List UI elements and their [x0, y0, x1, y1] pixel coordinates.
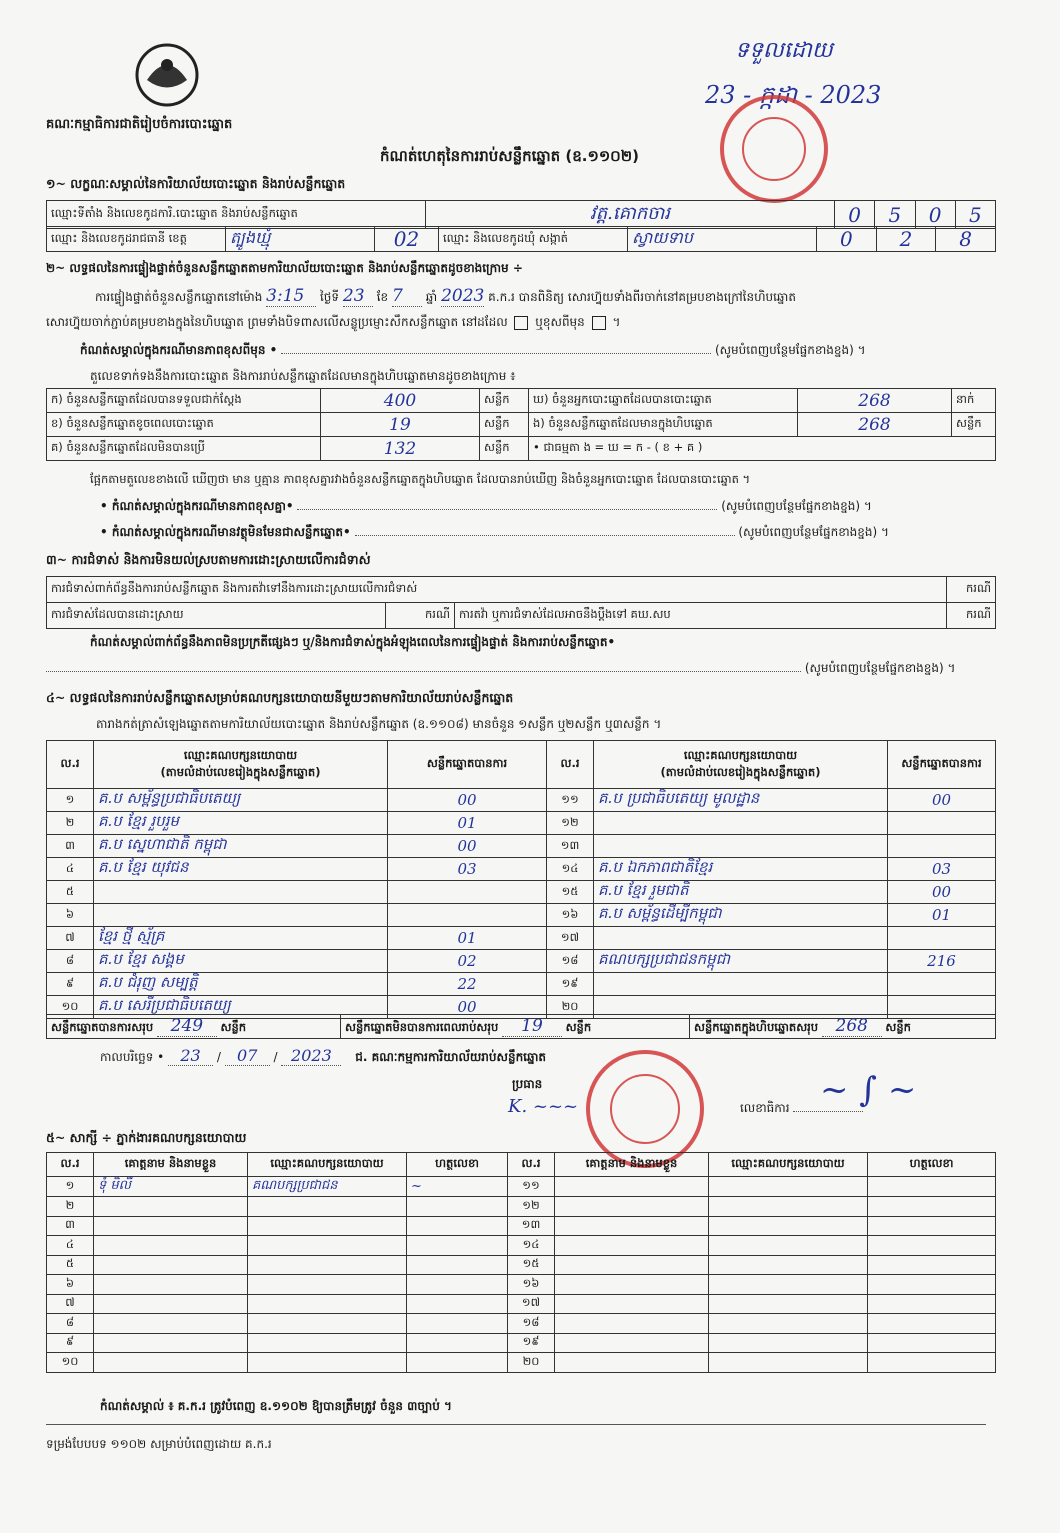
witness-no-right: ១៧ [508, 1294, 555, 1314]
result-no-left: ១ [47, 789, 94, 812]
row1-code-0: 0 [835, 201, 875, 229]
table-row [47, 1197, 996, 1217]
result-no-left: ២ [47, 812, 94, 835]
table-row [47, 904, 996, 927]
note-suffix: (សូមបំពេញបន្ថែមផ្នែកខាងខ្នង) ។ [714, 343, 866, 357]
witness-sign-left [407, 1333, 508, 1353]
w-col-party-right: ឈ្មោះគណបក្សនយោបាយ [709, 1153, 868, 1177]
witness-name-right[interactable] [555, 1294, 709, 1314]
witness-no-right: ១៨ [508, 1314, 555, 1334]
line1-prefix: ការផ្ទៀងផ្ទាត់ចំនួនសន្លឹកឆ្នោតនៅម៉ោង [95, 290, 263, 304]
fig-e-label: ង) ចំនួនសន្លឹកឆ្នោតដែលមានក្នុងហិបឆ្នោត [529, 413, 798, 437]
witness-party-left [248, 1294, 407, 1314]
date-month: 07 [225, 1046, 270, 1066]
fig-e-value: 268 [798, 413, 952, 437]
witness-party-right[interactable] [709, 1216, 868, 1236]
day-label: ថ្ងៃទី [320, 290, 340, 304]
row2-commune-code-0: 0 [817, 227, 877, 252]
witness-party-right[interactable] [709, 1255, 868, 1275]
witness-sign-right[interactable] [868, 1255, 996, 1275]
witness-party-right[interactable] [709, 1177, 868, 1197]
witness-name-left [94, 1333, 248, 1353]
result-party-right [594, 927, 888, 950]
result-no-left: ៩ [47, 973, 94, 996]
row1-code-1: 5 [875, 201, 915, 229]
chair-label: ប្រធាន [512, 1077, 543, 1091]
section3-table [46, 576, 996, 629]
total-valid-cell [47, 1015, 341, 1039]
s3-row2a-unit: ករណី [386, 603, 455, 629]
s3-row2b-unit: ករណី [947, 603, 996, 629]
result-votes-left: 00 [388, 835, 547, 858]
result-party-left [94, 904, 388, 927]
row2-label: ឈ្មោះ និងលេខកូដរាជធានី ខេត្ត [47, 227, 226, 252]
witness-no-right: ១១ [508, 1177, 555, 1197]
witness-no-left: ៣ [47, 1216, 94, 1236]
line2-or: ឬខុសពីមុន [535, 315, 585, 329]
witness-sign-left [407, 1236, 508, 1256]
w-col-no-left: ល.រ [47, 1153, 94, 1177]
total-invalid-label: សន្លឹកឆ្នោតមិនបានការពេលរាប់សរុប [345, 1020, 499, 1034]
witness-party-right[interactable] [709, 1275, 868, 1295]
note-label: កំណត់សម្គាល់ក្នុងករណីមានភាពខុសពីមុន • [80, 343, 278, 357]
table-row [47, 881, 996, 904]
table-row [47, 1216, 996, 1236]
witness-sign-left: ~ [407, 1177, 508, 1197]
result-votes-right [888, 835, 996, 858]
witness-party-right[interactable] [709, 1314, 868, 1334]
witness-name-left [94, 1353, 248, 1373]
section2-intro: តួលេខទាក់ទងនឹងការបោះឆ្នោត និងការរាប់សន្លឹកឆ្នោតដែលមានក្នុងហិបឆ្នោតមានដូចខាងក្រោម ៖ [90, 369, 516, 383]
total-invalid-unit: សន្លឹក [565, 1020, 592, 1034]
month-value: 7 [392, 286, 422, 307]
results-table [46, 740, 996, 1019]
table-row [47, 858, 996, 881]
witness-name-left [94, 1314, 248, 1334]
result-no-right: ១៨ [547, 950, 594, 973]
fig-d-value: 268 [798, 389, 952, 413]
col-party-right-title: ឈ្មោះគណបក្សនយោបាយ [683, 747, 798, 762]
row2-province: ត្បូងឃ្មុំ [226, 227, 375, 252]
formula: • ជាធម្មតា ង = ឃ = ក - ( ខ + គ ) [529, 437, 996, 461]
fig-e-unit: សន្លឹក [952, 413, 996, 437]
witness-no-left: ៤ [47, 1236, 94, 1256]
witness-sign-right[interactable] [868, 1353, 996, 1373]
handwritten-received: ទទួលដោយ [735, 38, 833, 63]
result-no-left: ៨ [47, 950, 94, 973]
witness-name-right[interactable] [555, 1314, 709, 1334]
result-no-left: ១០ [47, 996, 94, 1019]
fig-b-value: 19 [321, 413, 480, 437]
witness-party-left [248, 1197, 407, 1217]
witness-name-right[interactable] [555, 1333, 709, 1353]
secretary-dots[interactable] [793, 1111, 863, 1112]
witness-sign-left [407, 1294, 508, 1314]
result-party-right: គ.ប ប្រជាធិបតេយ្យ មូលដ្ឋាន [594, 789, 888, 812]
result-votes-left: 01 [388, 812, 547, 835]
result-no-right: ១៣ [547, 835, 594, 858]
secretary-signature-icon: ~ ∫ ~ [820, 1070, 917, 1110]
fig-d-unit: នាក់ [952, 389, 996, 413]
total-invalid: 19 [502, 1016, 562, 1037]
date-year: 2023 [281, 1046, 341, 1066]
row1-code-2: 0 [915, 201, 955, 229]
bullet1-suffix: (សូមបំពេញបន្ថែមផ្នែកខាងខ្នង) ។ [721, 499, 872, 513]
result-votes-left: 02 [388, 950, 547, 973]
result-votes-right [888, 812, 996, 835]
result-party-left: គ.ប ខ្មែរ​ សង្គម [94, 950, 388, 973]
witness-sign-left [407, 1275, 508, 1295]
witness-party-left [248, 1275, 407, 1295]
col-no-left: ល.រ [47, 741, 94, 789]
s3-row1: ការជំទាស់ពាក់ព័ន្ធនឹងការរាប់សន្លឹកឆ្នោត និងការតវ៉ាទៅនឹងការដោះស្រាយលើការជំទាស់ [47, 577, 947, 603]
result-votes-right: 03 [888, 858, 996, 881]
result-party-left: គ.ប ខ្មែរ យុវជន [94, 858, 388, 881]
section1-table [46, 200, 996, 229]
result-party-left [94, 881, 388, 904]
bullet1-line [100, 498, 872, 516]
section3-heading: ៣~ ការជំទាស់ និងការមិនយល់ស្របតាមការដោះស្រាយលើការជំទាស់ [46, 552, 371, 567]
s3-row2b: ការតវ៉ា ឬការជំទាស់ដែលអាចនឹងប្តឹងទៅ គឃ.សប [455, 603, 947, 629]
w-col-no-right: ល.រ [508, 1153, 555, 1177]
witness-name-right[interactable] [555, 1177, 709, 1197]
witness-no-left: ២ [47, 1197, 94, 1217]
row1-value: វត្ត.គោកចារ [426, 201, 835, 229]
result-no-left: ៣ [47, 835, 94, 858]
w-col-sign-left: ហត្ថលេខា [407, 1153, 508, 1177]
footnote: កំណត់សម្គាល់ ៖ គ.ក.រ ត្រូវបំពេញ ឧ.១១០២ ឱ្យបានត្រឹមត្រូវ ចំនួន ៣ច្បាប់ ។ [100, 1399, 452, 1413]
witness-party-right[interactable] [709, 1236, 868, 1256]
witness-name-left [94, 1255, 248, 1275]
witness-name-left [94, 1216, 248, 1236]
witness-sign-left [407, 1353, 508, 1373]
table-row [47, 1314, 996, 1334]
table-row [47, 1353, 996, 1373]
form-footer: ទម្រង់បែបបទ ១១០២ សម្រាប់បំពេញដោយ គ.ក.រ [46, 1437, 272, 1451]
result-party-right [594, 973, 888, 996]
witness-no-right: ១២ [508, 1197, 555, 1217]
result-party-left: គ.ប ខ្មែរ​ រួបរួម [94, 812, 388, 835]
witness-no-left: ៧ [47, 1294, 94, 1314]
witness-sign-right[interactable] [868, 1275, 996, 1295]
day-value: 23 [343, 286, 373, 307]
witness-no-right: ១៩ [508, 1333, 555, 1353]
date-line: កាលបរិច្ឆេទ • 23 / 07 / 2023 ជ. គណៈកម្មការការិយាល័យរាប់សន្លឹកឆ្នោត [100, 1046, 547, 1065]
section5-heading: ៥~ សាក្សី ÷ ភ្នាក់ងារគណបក្សនយោបាយ [46, 1130, 247, 1145]
result-votes-left: 00 [388, 996, 547, 1019]
fig-b-unit: សន្លឹក [480, 413, 529, 437]
total-box: 268 [822, 1016, 882, 1037]
witness-name-right[interactable] [555, 1197, 709, 1217]
section1-table-row2 [46, 226, 996, 252]
fig-a-value: 400 [321, 389, 480, 413]
witness-name-right[interactable] [555, 1353, 709, 1373]
col-party-left [94, 741, 388, 789]
w-col-name-left: គោត្តនាម និងនាមខ្លួន [94, 1153, 248, 1177]
table-row [47, 812, 996, 835]
total-invalid-cell [341, 1015, 690, 1039]
s3-note-line [46, 660, 955, 678]
result-no-right: ១២ [547, 812, 594, 835]
result-no-right: ១១ [547, 789, 594, 812]
total-valid-label: សន្លឹកឆ្នោតបានការសរុប [51, 1020, 154, 1034]
fig-a-unit: សន្លឹក [480, 389, 529, 413]
w-col-party-left: ឈ្មោះគណបក្សនយោបាយ [248, 1153, 407, 1177]
table-row [47, 1294, 996, 1314]
witness-sign-right[interactable] [868, 1197, 996, 1217]
total-valid-unit: សន្លឹក [220, 1020, 247, 1034]
total-box-cell [690, 1015, 996, 1039]
year-label: ឆ្នាំ [425, 290, 438, 304]
col-votes-right: សន្លឹកឆ្នោតបានការ [888, 741, 996, 789]
result-no-right: ២០ [547, 996, 594, 1019]
table-row [47, 1177, 996, 1197]
witness-name-left [94, 1236, 248, 1256]
result-votes-right: 00 [888, 881, 996, 904]
witness-name-left [94, 1294, 248, 1314]
section2-note [80, 342, 1000, 360]
table-row [47, 1275, 996, 1295]
section2-line1 [95, 286, 796, 307]
note-dots[interactable] [281, 353, 711, 354]
result-party-right [594, 835, 888, 858]
bullet2-suffix: (សូមបំពេញបន្ថែមផ្នែកខាងខ្នង) ។ [738, 525, 889, 539]
witness-party-left [248, 1216, 407, 1236]
witness-sign-right[interactable] [868, 1236, 996, 1256]
w-col-sign-right: ហត្ថលេខា [868, 1153, 996, 1177]
witness-party-left [248, 1236, 407, 1256]
witness-no-left: ៦ [47, 1275, 94, 1295]
witness-no-right: ១៥ [508, 1255, 555, 1275]
same-checkbox[interactable] [514, 316, 528, 330]
witness-sign-right[interactable] [868, 1216, 996, 1236]
witness-party-left: គណបក្សប្រជាជន [248, 1177, 407, 1197]
fig-a-label: ក) ចំនួនសន្លឹកឆ្នោតដែលបានទទួលជាក់ស្តែង [47, 389, 321, 413]
emblem-logo-icon [132, 40, 202, 110]
result-party-right: គ.ប ឯកភាពជាតិខ្មែរ [594, 858, 888, 881]
table-row [47, 973, 996, 996]
bullet1-dots[interactable] [297, 509, 717, 510]
table-row [47, 789, 996, 812]
witness-no-right: ២០ [508, 1353, 555, 1373]
section2-heading: ២~ លទ្ធផលនៃការផ្ទៀងផ្ទាត់ចំនួនសន្លឹកឆ្នោតតាមការិយាល័យបោះឆ្នោត និងរាប់សន្លឹកឆ្នោតដូចខាងក្រោម ÷ [46, 261, 523, 275]
witness-no-left: ១០ [47, 1353, 94, 1373]
witness-name-left [94, 1197, 248, 1217]
result-no-right: ១៩ [547, 973, 594, 996]
result-no-right: ១៤ [547, 858, 594, 881]
col-party-right [594, 741, 888, 789]
fig-c-unit: សន្លឹក [480, 437, 529, 461]
witness-no-left: ៩ [47, 1333, 94, 1353]
result-party-left: គ.ប ជំរុញ សម្បត្តិ [94, 973, 388, 996]
row1-label: ឈ្មោះទីតាំង និងលេខកូដការិ.បោះឆ្នោត និងរាប់សន្លឹកឆ្នោត [47, 201, 426, 229]
row1-code-3: 5 [955, 201, 995, 229]
section4-intro: តារាងកត់ត្រាសំឡេងឆ្នោតតាមការិយាល័យបោះឆ្នោត និងរាប់សន្លឹកឆ្នោត (ឧ.១១០៨) មានចំនួន ១សន្លឹក ឬ២សន្លឹក ឬ៣សន្លឹក ។ [96, 717, 662, 731]
witness-sign-right[interactable] [868, 1294, 996, 1314]
witness-name-left [94, 1275, 248, 1295]
witness-sign-left [407, 1216, 508, 1236]
witness-sign-right[interactable] [868, 1177, 996, 1197]
result-votes-right: 00 [888, 789, 996, 812]
result-party-right [594, 812, 888, 835]
section1-heading: ១~ លក្ខណៈសម្គាល់នៃការិយាល័យបោះឆ្នោត និងរាប់សន្លឹកឆ្នោត [46, 176, 346, 191]
figures-table [46, 388, 996, 461]
table-row [47, 1333, 996, 1353]
s3-note-dots[interactable] [46, 671, 801, 672]
year-value: 2023 [441, 286, 485, 306]
witness-no-right: ១៣ [508, 1216, 555, 1236]
witness-sign-left [407, 1314, 508, 1334]
result-party-left: គ.ប សម្ព័ន្ធប្រជាធិបតេយ្យ [94, 789, 388, 812]
witness-sign-right[interactable] [868, 1314, 996, 1334]
col-no-right: ល.រ [547, 741, 594, 789]
row2-commune-code-1: 2 [876, 227, 936, 252]
bullet1: • កំណត់សម្គាល់ក្នុងករណីមានភាពខុសគ្នា• [100, 499, 294, 513]
bullet2: • កំណត់សម្គាល់ក្នុងករណីមានវត្ថុមិនមែនជាសន្លឹកឆ្នោត• [100, 525, 351, 539]
result-party-right: គណបក្សប្រជាជនកម្ពុជា [594, 950, 888, 973]
result-votes-left: 03 [388, 858, 547, 881]
witness-sign-left [407, 1197, 508, 1217]
result-no-left: ៧ [47, 927, 94, 950]
witness-sign-right[interactable] [868, 1333, 996, 1353]
witness-name-left: ទុំ មិលី [94, 1177, 248, 1197]
result-votes-left: 01 [388, 927, 547, 950]
s3-note: កំណត់សម្គាល់ពាក់ព័ន្ធនឹងភាពមិនប្រក្រតីផ្សេងៗ ឬ/និងការជំទាស់ក្នុងអំឡុងពេលនៃការផ្ទៀងផ្ទាត់ និងការរាប់សន្លឹកឆ្នោត• [90, 635, 616, 649]
witness-no-left: ១ [47, 1177, 94, 1197]
table-row [47, 835, 996, 858]
table-row [47, 950, 996, 973]
line1-suffix: គ.ក.រ បានពិនិត្យ សោរ​ហ្វ៊ុយទាំងពីរចាក់នៅគម្របខាងក្រៅនៃហិបឆ្នោត [488, 290, 796, 304]
row2-commune-label: ឈ្មោះ និងលេខកូដឃុំ សង្កាត់ [439, 227, 628, 252]
witness-no-left: ៥ [47, 1255, 94, 1275]
total-box-unit: សន្លឹក [885, 1020, 911, 1034]
footer-rule [46, 1424, 986, 1425]
result-no-right: ១៥ [547, 881, 594, 904]
row2-province-code: 02 [375, 227, 439, 252]
w-col-name-right: គោត្តនាម និងនាមខ្លួន [555, 1153, 709, 1177]
handwritten-date: 23 - ក្កដា - 2023 [705, 81, 882, 109]
witness-no-right: ១៦ [508, 1275, 555, 1295]
result-no-left: ៥ [47, 881, 94, 904]
s3-row1-unit: ករណី [947, 577, 996, 603]
col-party-right-sub: (តាមលំដាប់លេខរៀងក្នុងសន្លឹកឆ្នោត) [660, 764, 821, 779]
total-box-label: សន្លឹកឆ្នោតក្នុងហិបឆ្នោតសរុប [694, 1020, 819, 1034]
official-stamp-bottom [586, 1050, 704, 1168]
result-votes-left [388, 904, 547, 927]
compare-line: ផ្អែកតាមតួលេខខាងលើ ឃើញថា មាន ឬគ្មាន ភាពខុសគ្នារវាងចំនួនសន្លឹកឆ្នោតក្នុងហិបឆ្នោត ដែលបានរាប់ឃើញ និងចំនួនអ្នកបោះឆ្នោត ដែលបានបោះឆ្នោត ។ [90, 472, 751, 486]
result-party-left: ខ្មែរ​ ថ្មី ស្ម័គ្រ [94, 927, 388, 950]
result-party-left: គ.ប ស្នេហាជាតិ កម្ពុជា [94, 835, 388, 858]
result-votes-right: 01 [888, 904, 996, 927]
org-name: គណៈកម្មាធិការជាតិរៀបចំការបោះឆ្នោត [46, 117, 233, 132]
section2-line2: សោរហ្វ៊ុយចាក់ភ្ជាប់គម្របខាងក្នុងនៃហិបឆ្នោត ព្រមទាំងបិទពាសលើសន្លូប្រម្ញោះសឹកសន្លឹកឆ្នោត នៅដដែល ឬខុសពីមុន ។ [46, 315, 621, 329]
witness-name-right[interactable] [555, 1255, 709, 1275]
witness-party-right[interactable] [709, 1197, 868, 1217]
witness-party-left [248, 1353, 407, 1373]
s3-fill-back: (សូមបំពេញបន្ថែមផ្នែកខាងខ្នង) ។ [804, 661, 956, 675]
witness-no-right: ១៤ [508, 1236, 555, 1256]
time-value: 3:15 [266, 286, 316, 307]
witness-name-right[interactable] [555, 1275, 709, 1295]
witness-sign-left [407, 1255, 508, 1275]
result-party-right: គ.ប សម្ព័ន្ធដើម្បីកម្ពុជា [594, 904, 888, 927]
bullet2-line [100, 524, 889, 542]
bullet2-dots[interactable] [355, 535, 735, 536]
fig-d-label: ឃ) ចំនួនអ្នកបោះឆ្នោតដែលបានបោះឆ្នោត [529, 389, 798, 413]
witness-name-right[interactable] [555, 1216, 709, 1236]
result-no-left: ៦ [47, 904, 94, 927]
result-votes-right: 216 [888, 950, 996, 973]
witness-party-right[interactable] [709, 1333, 868, 1353]
witness-no-left: ៨ [47, 1314, 94, 1334]
date-day: 23 [168, 1046, 213, 1066]
line2-text: សោរហ្វ៊ុយចាក់ភ្ជាប់គម្របខាងក្នុងនៃហិបឆ្នោត ព្រមទាំងបិទពាសលើសន្លូប្រម្ញោះសឹកសន្លឹកឆ្នោត នៅដដែល [46, 315, 508, 329]
s3-row2a: ការជំទាស់ដែលបានដោះស្រាយ [47, 603, 386, 629]
result-votes-right [888, 973, 996, 996]
result-votes-left: 00 [388, 789, 547, 812]
result-party-left: គ.ប សេរីប្រជាធិបតេយ្យ [94, 996, 388, 1019]
section4-heading: ៤~ លទ្ធផលនៃការរាប់សន្លឹកឆ្នោតសម្រាប់គណបក្សនយោបាយនីមួយៗតាមការិយាល័យរាប់សន្លឹកឆ្នោត [46, 690, 514, 705]
witness-party-left [248, 1333, 407, 1353]
result-no-right: ១៦ [547, 904, 594, 927]
witness-party-right[interactable] [709, 1353, 868, 1373]
result-no-left: ៤ [47, 858, 94, 881]
col-party-left-title: ឈ្មោះគណបក្សនយោបាយ [183, 747, 298, 762]
table-row [47, 1255, 996, 1275]
witness-party-left [248, 1255, 407, 1275]
chair-signature-icon: K. ~~~ [508, 1096, 579, 1117]
witness-table [46, 1152, 996, 1373]
total-valid: 249 [157, 1016, 217, 1037]
different-checkbox[interactable] [592, 316, 606, 330]
col-party-left-sub: (តាមលំដាប់លេខរៀងក្នុងសន្លឹកឆ្នោត) [160, 764, 321, 779]
result-votes-left: 22 [388, 973, 547, 996]
witness-name-right[interactable] [555, 1236, 709, 1256]
row2-commune-code-2: 8 [936, 227, 996, 252]
result-party-right: គ.ប ខ្មែរ​ រួមជាតិ [594, 881, 888, 904]
row2-commune: ស្វាយទាប [628, 227, 817, 252]
fig-c-label: គ) ចំនួនសន្លឹកឆ្នោតដែលមិនបានប្រើ [47, 437, 321, 461]
table-row [47, 927, 996, 950]
fig-c-value: 132 [321, 437, 480, 461]
result-votes-right [888, 927, 996, 950]
official-stamp-top [720, 95, 828, 203]
totals-table [46, 1014, 996, 1039]
date-label: កាលបរិច្ឆេទ • [100, 1050, 165, 1064]
result-no-right: ១៧ [547, 927, 594, 950]
committee-label: ជ. គណៈកម្មការការិយាល័យរាប់សន្លឹកឆ្នោត [355, 1050, 547, 1064]
witness-party-left [248, 1314, 407, 1334]
witness-party-right[interactable] [709, 1294, 868, 1314]
form-title: កំណត់ហេតុនៃការរាប់សន្លឹកឆ្នោត (ឧ.១១០២) [380, 147, 640, 165]
col-votes-left: សន្លឹកឆ្នោតបានការ [388, 741, 547, 789]
fig-b-label: ខ) ចំនួនសន្លឹកឆ្នោតខូចពេលបោះឆ្នោត [47, 413, 321, 437]
table-row [47, 1236, 996, 1256]
result-votes-left [388, 881, 547, 904]
secretary-label: លេខាធិការ [740, 1101, 790, 1115]
month-label: ខែ [376, 290, 389, 304]
